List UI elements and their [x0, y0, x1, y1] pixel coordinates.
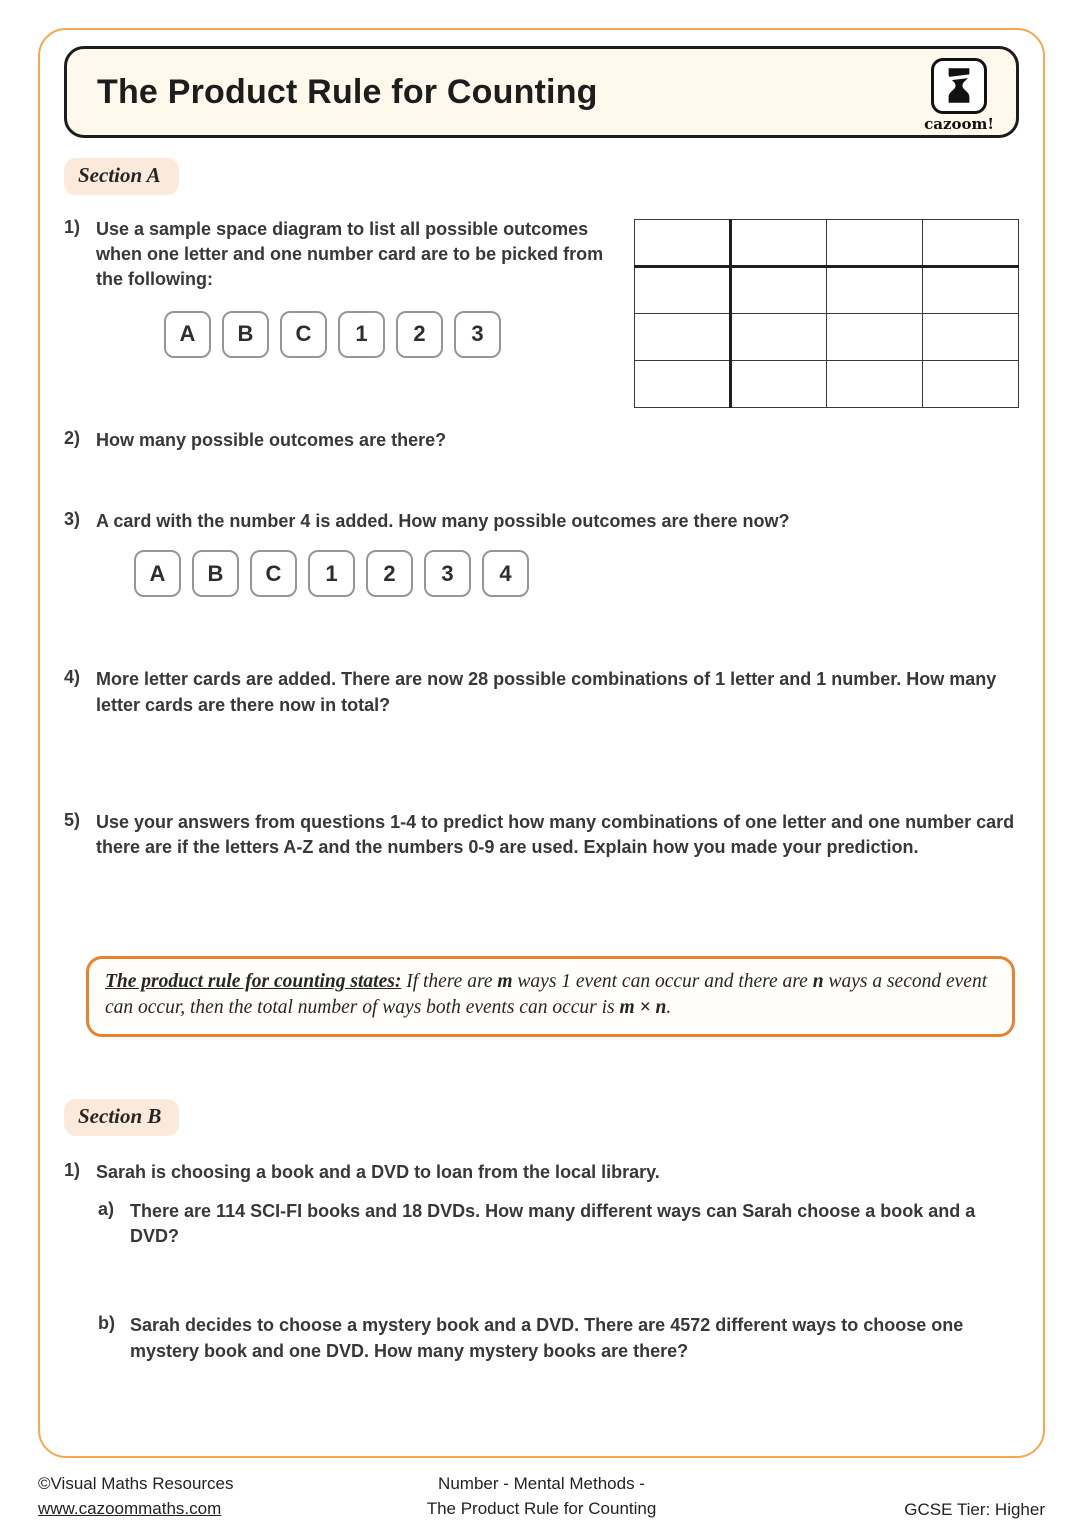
question-text: How many possible outcomes are there?	[96, 430, 447, 450]
question-a4	[64, 667, 1019, 717]
footer-topic-line2: The Product Rule for Counting	[426, 1498, 657, 1518]
card: C	[250, 550, 297, 597]
card: 1	[308, 550, 355, 597]
card: C	[280, 311, 327, 358]
product-rule-callout	[86, 956, 1015, 1037]
question-number: 1)	[64, 217, 81, 237]
card: B	[192, 550, 239, 597]
section-a-heading: Section A	[64, 158, 179, 195]
card: B	[222, 311, 269, 358]
cazoom-logo-icon	[931, 58, 987, 114]
card-row-set2	[134, 550, 1019, 597]
cazoom-logo	[924, 58, 994, 133]
question-a1	[64, 217, 609, 293]
question-number: a)	[98, 1198, 115, 1219]
question-text: Sarah decides to choose a mystery book and a DVD. There are 4572 different ways to choose one mystery book and one DVD. How many mystery books are there?	[130, 1315, 964, 1361]
page-title: The Product Rule for Counting	[97, 72, 598, 111]
question-number: 5)	[64, 809, 81, 830]
grid-cell	[923, 267, 1019, 314]
question-b1a	[98, 1199, 1019, 1249]
worksheet-frame	[38, 28, 1045, 1458]
var-n: n	[812, 971, 824, 993]
question-number: b)	[98, 1313, 115, 1334]
question-text: More letter cards are added. There are now 28 possible combinations of 1 letter and 1 number. How many letter cards are there now in total?	[96, 669, 997, 715]
question-text: Use your answers from questions 1-4 to predict how many combinations of one letter and one number card there are if the letters A-Z and the numbers 0-9 are used. Explain how you made your prediction.	[96, 811, 1015, 857]
grid-cell	[827, 220, 923, 267]
card: 3	[424, 550, 471, 597]
question-text: Sarah is choosing a book and a DVD to loan from the local library.	[96, 1161, 660, 1182]
footer	[0, 1472, 1083, 1521]
rule-text: If there are	[401, 971, 498, 993]
grid-cell	[827, 267, 923, 314]
question-number: 4)	[64, 667, 81, 688]
grid-cell	[731, 314, 827, 361]
card: A	[164, 311, 211, 358]
card: 2	[366, 550, 413, 597]
question-a2	[64, 428, 1019, 453]
grid-cell	[635, 361, 731, 408]
grid-cell	[827, 314, 923, 361]
question-text: Use a sample space diagram to list all possible outcomes when one letter and one number card are to be picked from the following:	[96, 219, 604, 290]
grid-cell	[731, 267, 827, 314]
card: A	[134, 550, 181, 597]
card: 3	[454, 311, 501, 358]
copyright-text: ©Visual Maths Resources	[38, 1474, 234, 1493]
header	[64, 46, 1019, 138]
card: 2	[396, 311, 443, 358]
grid-cell	[827, 361, 923, 408]
sample-space-grid	[634, 219, 1019, 408]
grid-cell	[635, 314, 731, 361]
question-number: 3)	[64, 509, 81, 530]
grid-cell	[635, 220, 731, 267]
cazoommaths-link[interactable]: www.cazoommaths.com	[38, 1498, 222, 1518]
question-b1b	[98, 1313, 1019, 1363]
var-mn: m × n	[619, 997, 667, 1019]
grid-cell	[731, 361, 827, 408]
section-b-heading: Section B	[64, 1099, 179, 1136]
tier-label: GCSE Tier: Higher	[904, 1500, 1045, 1520]
card: 1	[338, 311, 385, 358]
question-text: A card with the number 4 is added. How many possible outcomes are there now?	[96, 511, 790, 532]
question-number: 1)	[64, 1159, 81, 1180]
question-b1	[64, 1160, 1019, 1185]
rule-text: .	[666, 997, 672, 1019]
rule-text: ways 1 event can occur and there are	[512, 971, 813, 993]
card: 4	[482, 550, 529, 597]
grid-cell	[731, 220, 827, 267]
question-text: There are 114 SCI-FI books and 18 DVDs. How many different ways can Sarah choose a book and a DVD?	[130, 1200, 976, 1247]
rule-text: ways a second event can occur, then the total number of ways both events can occur is	[105, 971, 988, 1019]
grid-cell	[635, 267, 731, 314]
footer-topic-line1: Number - Mental Methods -	[438, 1474, 645, 1493]
question-a5	[64, 810, 1019, 860]
card-row-set1	[164, 311, 609, 358]
grid-cell	[923, 220, 1019, 267]
var-m: m	[497, 971, 513, 993]
grid-cell	[923, 314, 1019, 361]
question-a3	[64, 509, 1019, 534]
question-number: 2)	[64, 428, 81, 448]
cazoom-wordmark: cazoom!	[924, 114, 994, 133]
grid-cell	[923, 361, 1019, 408]
rule-label: The product rule for counting states:	[105, 971, 402, 993]
question-a1-row	[64, 217, 1019, 408]
